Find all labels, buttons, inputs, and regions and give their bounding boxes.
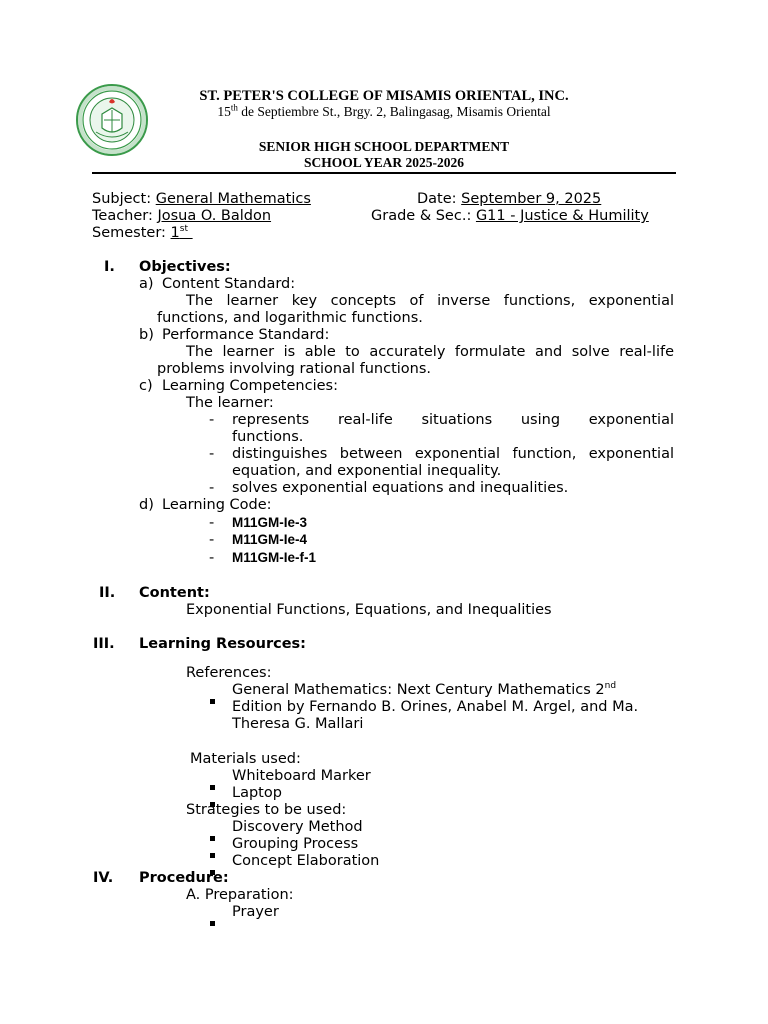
semester-line [92,225,193,242]
department-title: SENIOR HIGH SCHOOL DEPARTMENT [258,139,510,154]
procedure-numeral: IV. [93,870,114,886]
list-bullet [210,911,215,930]
date-value: September 9, 2025 [461,191,602,207]
content-standard-line2: functions, and logarithmic functions. [157,310,423,326]
semester-number: 1 [170,225,180,241]
subject-value: General Mathematics [155,191,311,207]
objectives-title: Objectives: [139,259,231,275]
objectives-numeral: I. [104,259,115,275]
competency-2-line2: equation, and exponential inequality. [232,463,502,479]
date-label: Date: [417,191,462,207]
school-name: ST. PETER'S COLLEGE OF MISAMIS ORIENTAL, INC. [199,88,569,104]
preparation-label: A. Preparation: [186,887,294,903]
strategies-label: Strategies to be used: [186,802,347,818]
learning-code-item: M11GM-Ie-3 [232,515,308,530]
header-divider [92,172,676,174]
teacher-line [92,208,271,225]
competency-3-line1: solves exponential equations and inequalities. [232,480,569,496]
materials-label: Materials used: [190,751,301,767]
competencies-intro: The learner: [186,395,274,411]
competency-1-line2: functions. [232,429,304,445]
grade-label: Grade & Sec.: [371,208,476,224]
strategy-item: Concept Elaboration [232,853,380,869]
address-suffix: th [230,102,238,113]
resources-numeral: III. [93,636,115,652]
content-numeral: II. [99,585,116,601]
competency-dash: - [209,480,215,496]
strategy-item: Discovery Method [232,819,363,835]
content-standard-label: a) [139,276,154,292]
address-rest: de Septiembre St., Brgy. 2, Balingasag, Misamis Oriental [237,104,551,119]
competencies-title: Learning Competencies: [162,378,338,394]
resources-title: Learning Resources: [139,636,306,652]
content-title: Content: [139,585,210,601]
material-item: Whiteboard Marker [232,768,371,784]
date-line [417,191,601,208]
school-address [0,104,768,120]
reference-line2: Edition by Fernando B. Orines, Anabel M. Argel, and Ma. [232,699,639,715]
procedure-item: Prayer [232,904,279,920]
learning-code-label: d) [139,497,154,513]
learning-code-item: M11GM-Ie-4 [232,532,308,547]
grade-line [371,208,649,225]
subject-line [92,191,311,208]
content-standard-line1: The learner key concepts of inverse functions, exponential [186,293,674,309]
performance-standard-label: b) [139,327,154,343]
performance-standard-line2: problems involving rational functions. [157,361,432,377]
subject-label: Subject: [92,191,156,207]
competencies-label: c) [139,378,153,394]
code-dash: - [209,532,215,548]
procedure-title: Procedure: [139,870,229,886]
semester-label: Semester: [92,225,171,241]
competency-2-line1: distinguishes between exponential function, exponential [232,446,674,462]
list-bullet [210,689,215,708]
semester-suffix: st [179,224,188,235]
learning-code-item: M11GM-Ie-f-1 [232,550,317,565]
address-number: 15 [217,104,231,119]
references-label: References: [186,665,272,681]
content-text: Exponential Functions, Equations, and Inequalities [186,602,552,618]
performance-standard-title: Performance Standard: [162,327,330,343]
reference-title: General Mathematics: Next Century Mathematics 2 [232,682,605,698]
code-dash: - [209,515,215,531]
content-standard-title: Content Standard: [162,276,296,292]
reference-line3: Theresa G. Mallari [232,716,364,732]
school-year: SCHOOL YEAR 2025-2026 [303,155,465,170]
learning-code-title: Learning Code: [162,497,272,513]
performance-standard-line1: The learner is able to accurately formulate and solve real-life [186,344,674,360]
reference-suffix: nd [604,681,617,692]
competency-1-line1: represents real-life situations using exponential [232,412,674,428]
competency-dash: - [209,446,215,462]
material-item: Laptop [232,785,282,801]
competency-dash: - [209,412,215,428]
code-dash: - [209,550,215,566]
teacher-label: Teacher: [92,208,158,224]
teacher-value: Josua O. Baldon [157,208,272,224]
semester-value [171,225,193,241]
strategy-item: Grouping Process [232,836,359,852]
reference-line1 [232,682,616,699]
grade-value: G11 - Justice & Humility [475,208,649,224]
